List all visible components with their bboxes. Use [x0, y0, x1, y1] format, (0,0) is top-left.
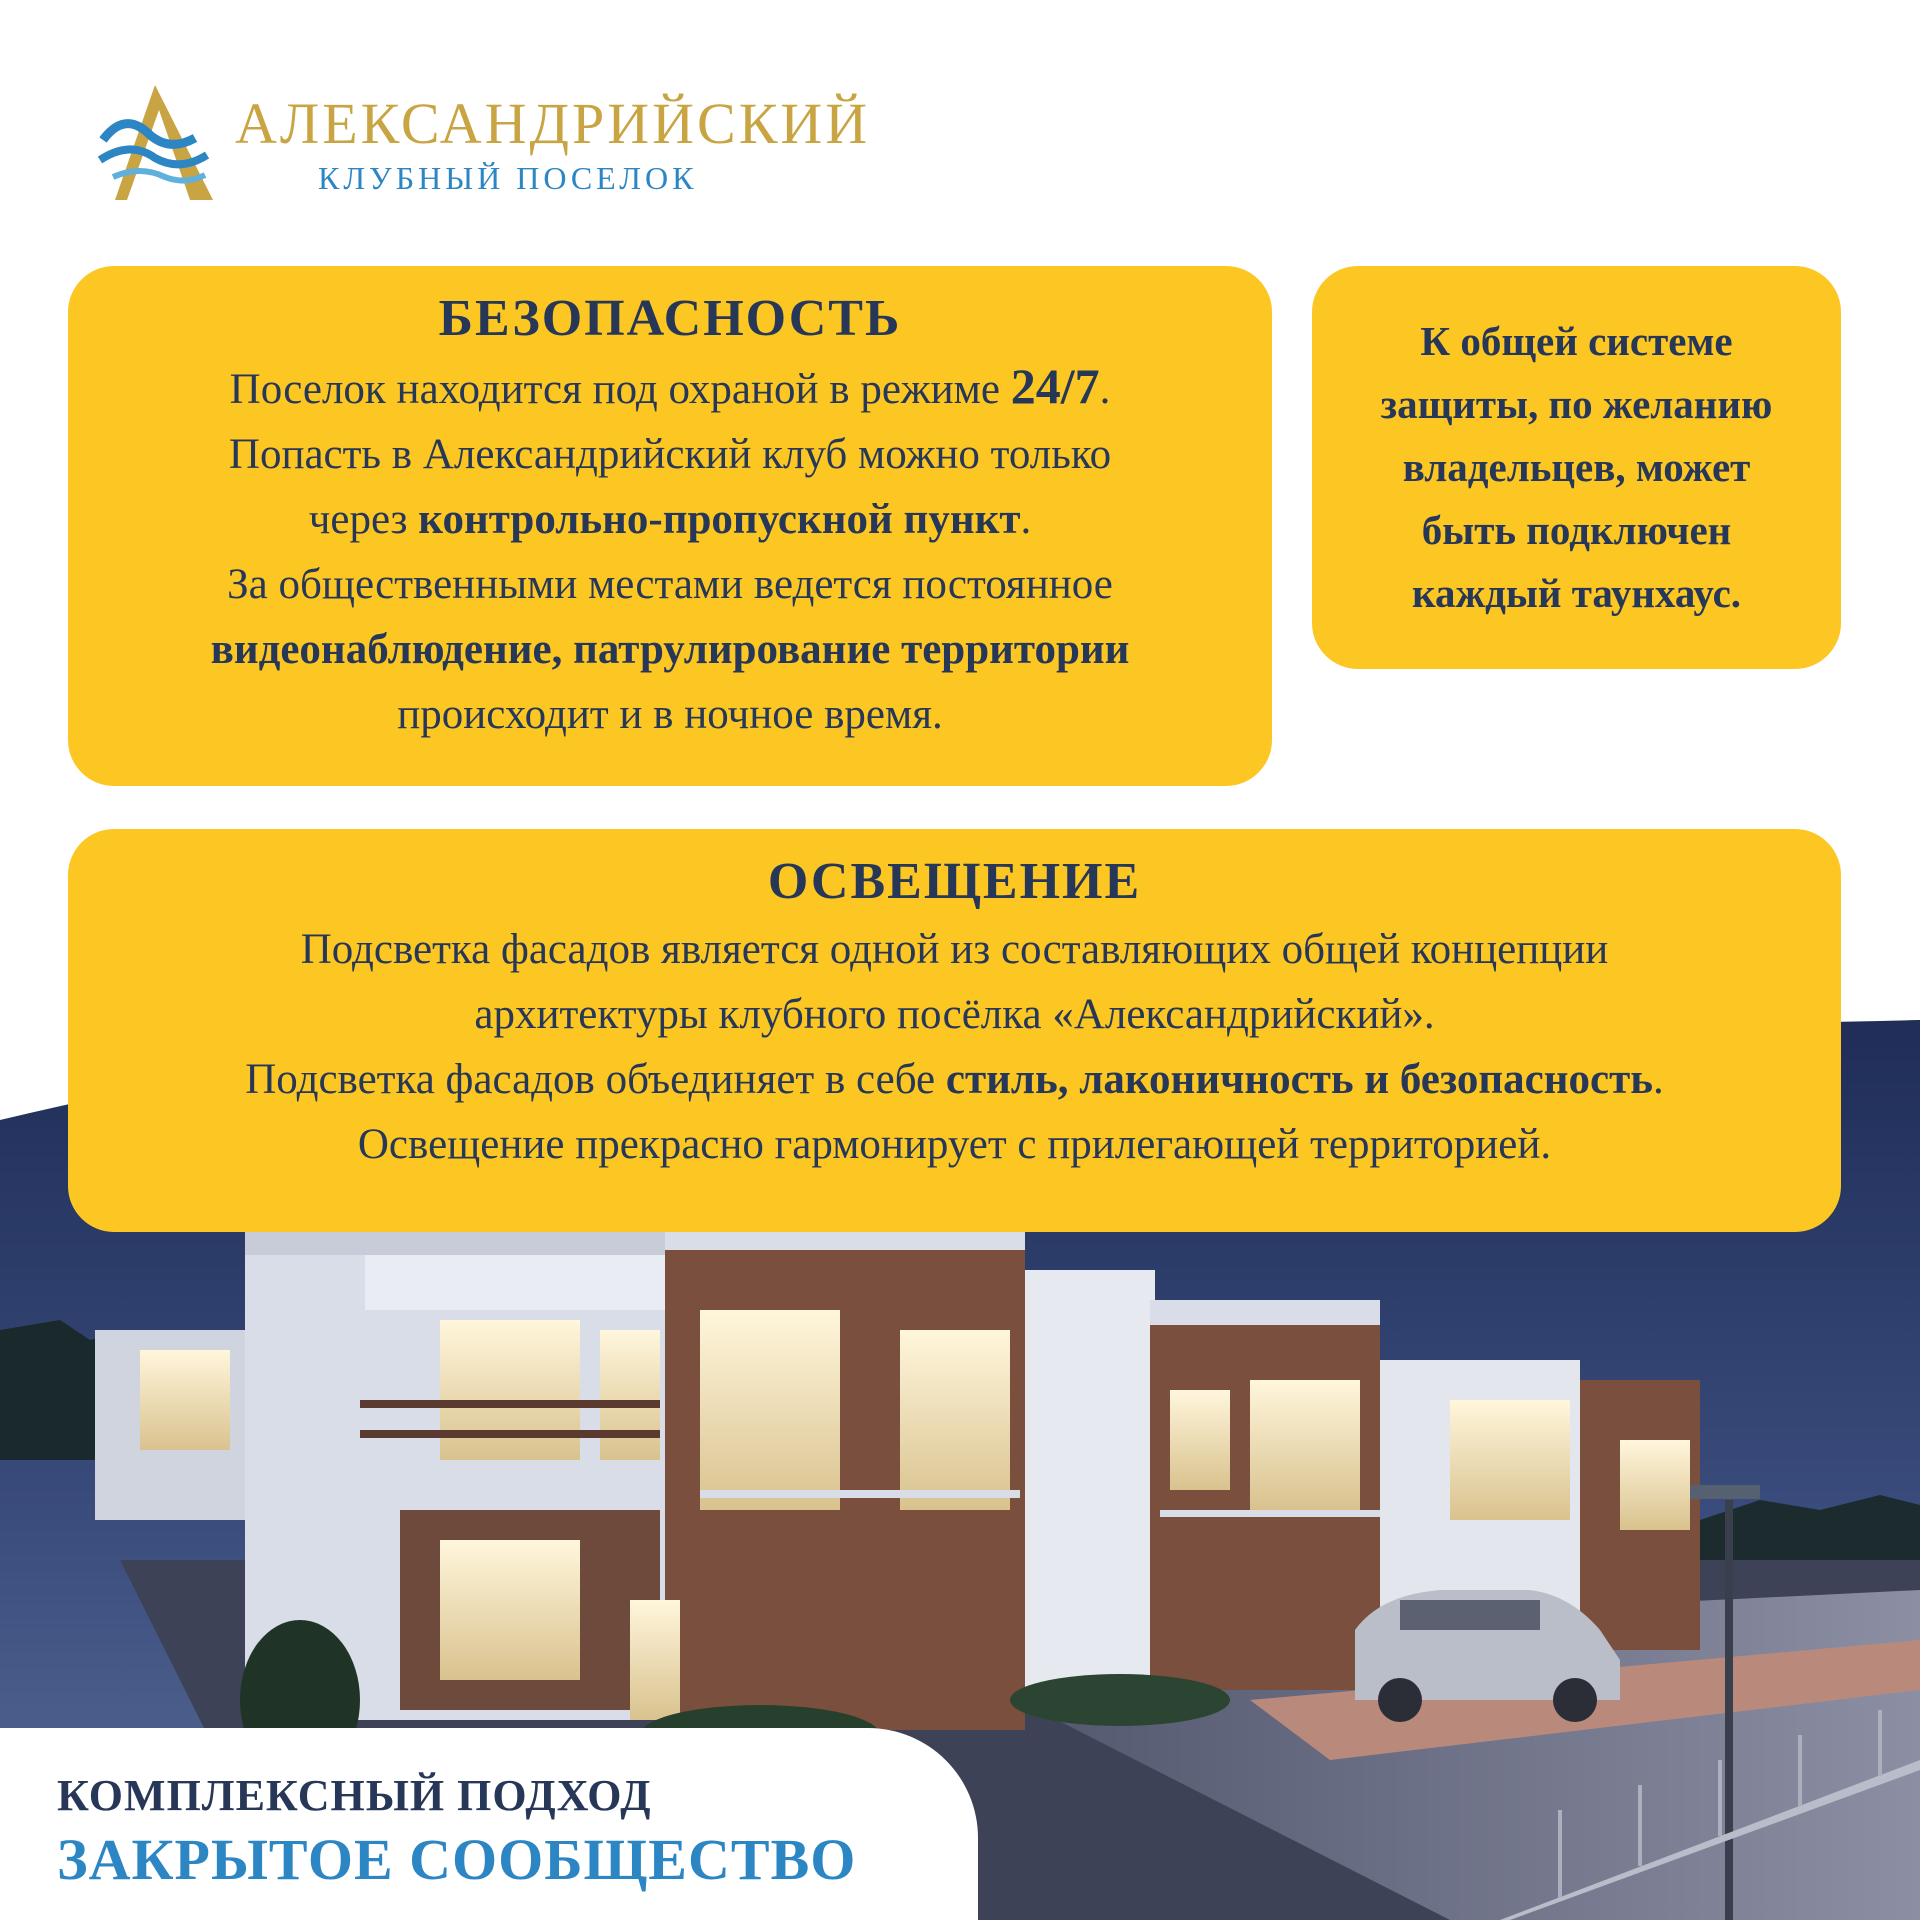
lighting-card	[68, 829, 1841, 1232]
lighting-line-3-text: Подсветка фасадов объединяет в себе	[245, 1056, 946, 1103]
lighting-text	[88, 917, 1821, 1177]
security-line-1-bold: 24/7	[1010, 358, 1100, 414]
protection-note-line-2: защиты, по желанию	[1380, 381, 1773, 427]
lighting-line-4: Освещение прекрасно гармонирует с прилегающей территорией.	[357, 1121, 1552, 1168]
lighting-line-3-bold: стиль, лаконичность и безопасность	[945, 1056, 1653, 1103]
lighting-heading: ОСВЕЩЕНИЕ	[767, 853, 1142, 910]
security-line-1	[88, 354, 1252, 422]
security-line-5-bold: видеонаблюдение, патрулирование территории	[210, 626, 1130, 673]
protection-note-line-3: владельцев, может	[1402, 444, 1751, 490]
tagline-comprehensive: КОМПЛЕКСНЫЙ ПОДХОД	[57, 1771, 652, 1820]
tagline-closed-community: ЗАКРЫТОЕ СООБЩЕСТВО	[57, 1827, 857, 1892]
security-heading: БЕЗОПАСНОСТЬ	[438, 290, 902, 347]
lighting-line-1: Подсветка фасадов является одной из составляющих общей концепции	[300, 926, 1609, 973]
security-card	[68, 266, 1272, 786]
logo-title: АЛЕКСАНДРИЙСКИЙ	[235, 91, 871, 156]
security-line-6: происходит и в ночное время.	[397, 691, 943, 738]
protection-note-line-4: быть подключен	[1421, 507, 1732, 553]
security-line-3-end: .	[1020, 496, 1032, 543]
logo-subtitle: КЛУБНЫЙ ПОСЕЛОК	[318, 160, 698, 196]
lighting-line-3	[88, 1047, 1821, 1112]
protection-note-line-1: К общей системе	[1420, 318, 1733, 364]
security-line-1-end: .	[1099, 366, 1111, 413]
lighting-line-2: архитектуры клубного посёлка «Александрийский».	[474, 991, 1435, 1038]
security-line-4: За общественными местами ведется постоянное	[227, 561, 1113, 608]
security-line-2: Попасть в Александрийский клуб можно только	[228, 431, 1112, 478]
lighting-line-3-end: .	[1652, 1056, 1664, 1103]
security-line-1-text: Поселок находится под охраной в режиме	[229, 366, 1011, 413]
security-line-3-bold: контрольно-пропускной пункт	[418, 496, 1021, 543]
protection-note-card	[1312, 266, 1841, 669]
protection-note-text	[1330, 310, 1823, 625]
brand-logo	[95, 80, 871, 210]
security-text	[88, 354, 1252, 747]
security-line-5	[88, 617, 1252, 682]
security-line-3	[88, 487, 1252, 552]
logo-a-wave-icon	[95, 80, 225, 205]
protection-note-line-5: каждый таунхаус.	[1411, 570, 1742, 616]
security-line-3-text: через	[308, 496, 419, 543]
